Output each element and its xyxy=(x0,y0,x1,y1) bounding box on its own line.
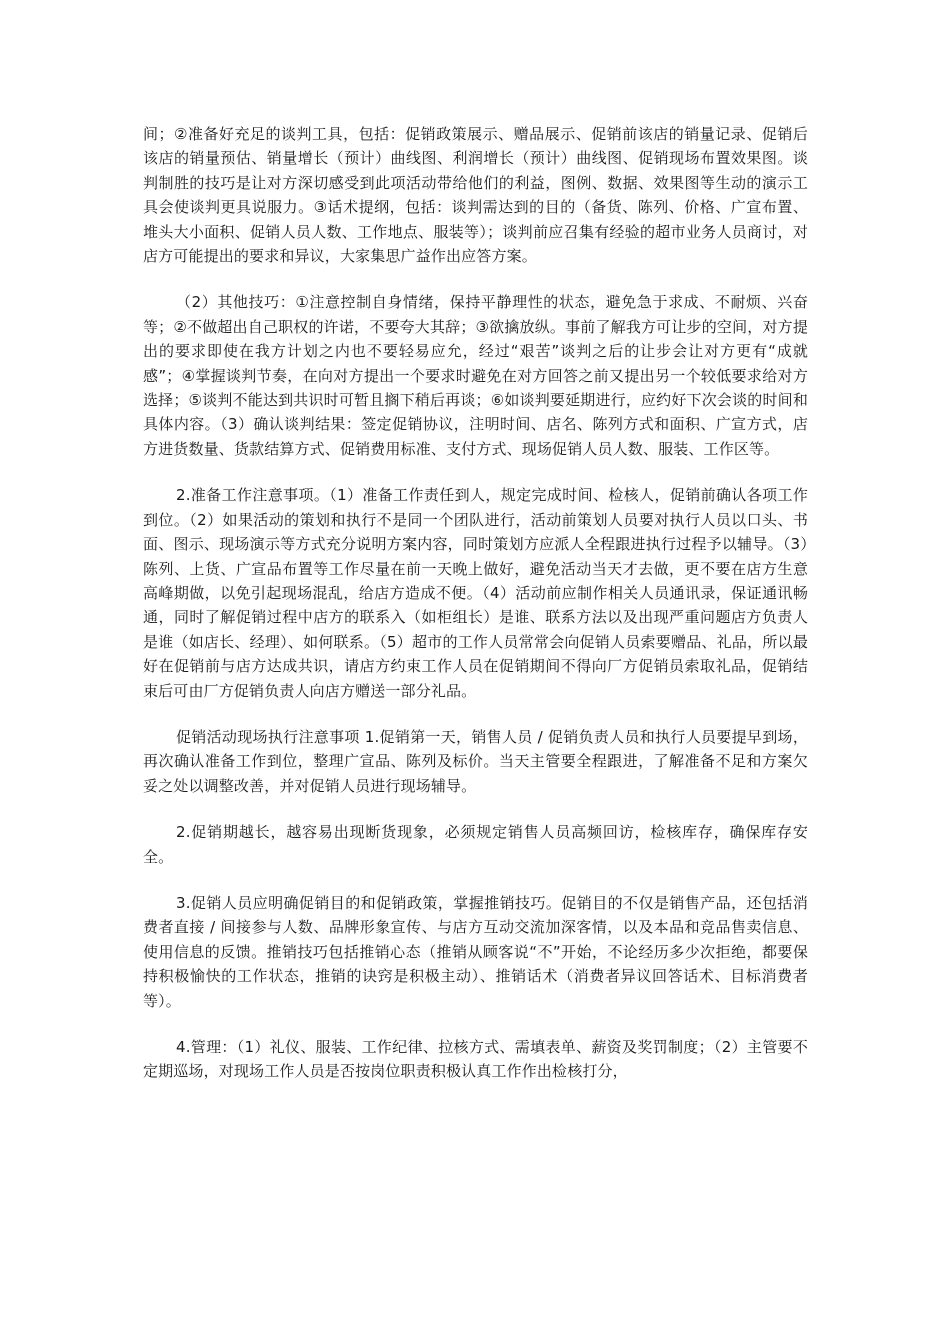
document-body xyxy=(143,122,808,1106)
paragraph-negotiation-tools: 间；②准备好充足的谈判工具，包括：促销政策展示、赠品展示、促销前该店的销量记录、促销后该店的销量预估、销量增长（预计）曲线图、利润增长（预计）曲线图、促销现场布置效果图。谈判制胜的技巧是让对方深切感受到此项活动带给他们的利益，图例、数据、效果图等生动的演示工具会使谈判更具说服力。③话术提纲，包括：谈判需达到的目的（备货、陈列、价格、广宣布置、堆头大小面积、促销人员人数、工作地点、服装等）；谈判前应召集有经验的超市业务人员商讨，对店方可能提出的要求和异议，大家集思广益作出应答方案。 xyxy=(143,125,808,266)
paragraph-management: 4.管理：（1）礼仪、服装、工作纪律、拉核方式、需填表单、薪资及奖罚制度；（2）主管要不定期巡场，对现场工作人员是否按岗位职责积极认真工作作出检核打分， xyxy=(143,1038,808,1081)
paragraph-other-techniques: （2）其他技巧：①注意控制自身情绪，保持平静理性的状态，避免急于求成、不耐烦、兴奋等；②不做超出自己职权的许诺，不要夸大其辞；③欲擒放纵。事前了解我方可让步的空间，对方提出的要求即使在我方计划之内也不要轻易应允，经过“艰苦”谈判之后的让步会让对方更有“成就感”；④掌握谈判节奏，在向对方提出一个要求时避免在对方回答之前又提出另一个较低要求给对方选择；⑤谈判不能达到共识时可暂且搁下稍后再谈；⑥如谈判要延期进行，应约好下次会谈的时间和具体内容。（3）确认谈判结果：签定促销协议，注明时间、店名、陈列方式和面积、广宣方式，店方进货数量、货款结算方式、促销费用标准、支付方式、现场促销人员人数、服装、工作区等。 xyxy=(143,293,808,458)
paragraph-promoter-goals: 3.促销人员应明确促销目的和促销政策，掌握推销技巧。促销目的不仅是销售产品，还包括消费者直接 / 间接参与人数、品牌形象宣传、与店方互动交流加深客情，以及本品和竞品售卖信息、使用信息的反馈。推销技巧包括推销心态（推销从顾客说“不”开始，不论经历多少次拒绝，都要保持积极愉快的工作状态，推销的诀窍是积极主动）、推销话术（消费者异议回答话术、目标消费者等）。 xyxy=(143,893,808,1010)
paragraph-onsite-execution: 促销活动现场执行注意事项 1.促销第一天，销售人员 / 促销负责人员和执行人员要提早到场，再次确认准备工作到位，整理广宣品、陈列及标价。当天主管要全程跟进，了解准备不足和方案欠妥之处以调整改善，并对促销人员进行现场辅导。 xyxy=(143,727,808,795)
paragraph-stock-check: 2.促销期越长，越容易出现断货现象，必须规定销售人员高频回访，检核库存，确保库存安全。 xyxy=(143,823,808,866)
paragraph-preparation-notes: 2.准备工作注意事项。（1）准备工作责任到人，规定完成时间、检核人，促销前确认各项工作到位。（2）如果活动的策划和执行不是同一个团队进行，活动前策划人员要对执行人员以口头、书面、图示、现场演示等方式充分说明方案内容，同时策划方应派人全程跟进执行过程予以辅导。（3）陈列、上货、广宣品布置等工作尽量在前一天晚上做好，避免活动当天才去做，更不要在店方生意高峰期做，以免引起现场混乱，给店方造成不便。（4）活动前应制作相关人员通讯录，保证通讯畅通，同时了解促销过程中店方的联系入（如柜组长）是谁、联系方法以及出现严重问题店方负责人是谁（如店长、经理）、如何联系。（5）超市的工作人员常常会向促销人员索要赠品、礼品，所以最好在促销前与店方达成共识，请店方约束工作人员在促销期间不得向厂方促销员索取礼品，促销结束后可由厂方促销负责人向店方赠送一部分礼品。 xyxy=(143,486,808,700)
